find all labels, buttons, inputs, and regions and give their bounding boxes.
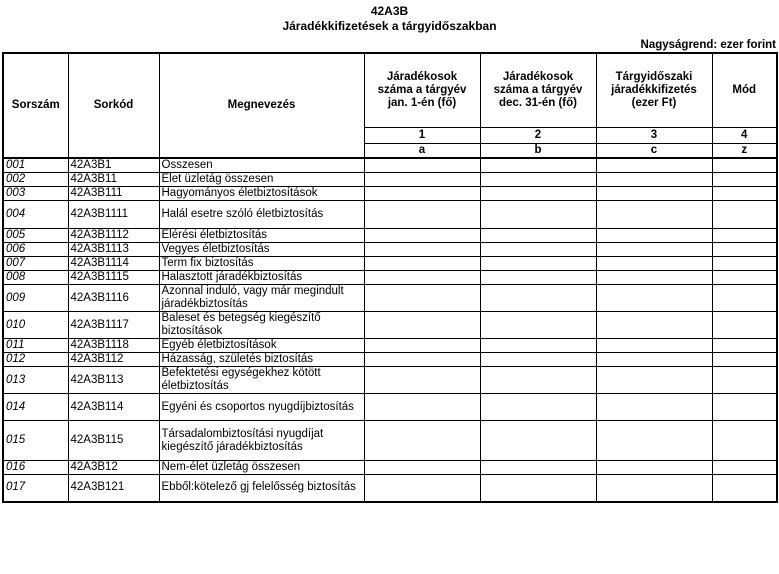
row-name: Ebből:kötelező gj felelősség biztosítás <box>159 475 364 502</box>
table-row <box>3 173 777 187</box>
row-name: Egyéni és csoportos nyugdíjbiztosítás <box>159 394 364 421</box>
cell-col-a[interactable] <box>364 461 480 475</box>
col-number-3: 3 <box>596 127 712 143</box>
row-name: Társadalombiztosítási nyugdíjat kiegészítő járadékbiztosítás <box>159 421 364 461</box>
row-number: 002 <box>3 173 68 187</box>
row-code: 42A3B112 <box>68 353 159 367</box>
cell-col-c[interactable] <box>596 257 712 271</box>
cell-col-z[interactable] <box>712 257 777 271</box>
cell-col-c[interactable] <box>596 421 712 461</box>
table-row <box>3 367 777 394</box>
cell-col-c[interactable] <box>596 339 712 353</box>
cell-col-z[interactable] <box>712 367 777 394</box>
col-number-1: 1 <box>364 127 480 143</box>
row-code: 42A3B1114 <box>68 257 159 271</box>
row-name: Halál esetre szóló életbiztosítás <box>159 201 364 229</box>
row-name: Házasság, születés biztosítás <box>159 353 364 367</box>
table-row <box>3 271 777 285</box>
row-name: Befektetési egységekhez kötött életbiztosítás <box>159 367 364 394</box>
cell-col-b[interactable] <box>480 394 596 421</box>
cell-col-z[interactable] <box>712 187 777 201</box>
table-body <box>3 53 777 502</box>
cell-col-a[interactable] <box>364 312 480 339</box>
row-number: 014 <box>3 394 68 421</box>
cell-col-a[interactable] <box>364 285 480 312</box>
row-number: 009 <box>3 285 68 312</box>
row-number: 003 <box>3 187 68 201</box>
col-letter-z: z <box>712 143 777 158</box>
cell-col-a[interactable] <box>364 353 480 367</box>
table-row <box>3 201 777 229</box>
cell-col-c[interactable] <box>596 158 712 173</box>
table-row <box>3 243 777 257</box>
row-number: 004 <box>3 201 68 229</box>
cell-col-c[interactable] <box>596 367 712 394</box>
header-row <box>3 53 777 127</box>
cell-col-c[interactable] <box>596 475 712 502</box>
table-row <box>3 285 777 312</box>
cell-col-a[interactable] <box>364 475 480 502</box>
row-code: 42A3B1111 <box>68 201 159 229</box>
cell-col-a[interactable] <box>364 339 480 353</box>
row-name: Halasztott járadékbiztosítás <box>159 271 364 285</box>
cell-col-a[interactable] <box>364 158 480 173</box>
cell-col-b[interactable] <box>480 271 596 285</box>
row-name: Egyéb életbiztosítások <box>159 339 364 353</box>
row-code: 42A3B1112 <box>68 229 159 243</box>
cell-col-z[interactable] <box>712 339 777 353</box>
cell-col-c[interactable] <box>596 173 712 187</box>
cell-col-b[interactable] <box>480 257 596 271</box>
row-name: Vegyes életbiztosítás <box>159 243 364 257</box>
row-code: 42A3B1115 <box>68 271 159 285</box>
row-code: 42A3B121 <box>68 475 159 502</box>
table-row <box>3 394 777 421</box>
row-number: 011 <box>3 339 68 353</box>
cell-col-z[interactable] <box>712 201 777 229</box>
row-number: 012 <box>3 353 68 367</box>
col-number-2: 2 <box>480 127 596 143</box>
row-name: Összesen <box>159 158 364 173</box>
row-code: 42A3B1 <box>68 158 159 173</box>
cell-col-z[interactable] <box>712 173 777 187</box>
table-row <box>3 229 777 243</box>
col-letter-b: b <box>480 143 596 158</box>
table-row <box>3 187 777 201</box>
row-code: 42A3B1118 <box>68 339 159 353</box>
cell-col-b[interactable] <box>480 421 596 461</box>
cell-col-c[interactable] <box>596 394 712 421</box>
form-code: 42A3B <box>370 4 409 18</box>
header-sorkod: Sorkód <box>68 53 159 158</box>
table-row <box>3 461 777 475</box>
row-code: 42A3B12 <box>68 461 159 475</box>
table-row <box>3 158 777 173</box>
row-code: 42A3B115 <box>68 421 159 461</box>
row-code: 42A3B11 <box>68 173 159 187</box>
row-code: 42A3B113 <box>68 367 159 394</box>
row-code: 42A3B114 <box>68 394 159 421</box>
cell-col-c[interactable] <box>596 285 712 312</box>
cell-col-z[interactable] <box>712 312 777 339</box>
table-row <box>3 421 777 461</box>
cell-col-a[interactable] <box>364 257 480 271</box>
cell-col-z[interactable] <box>712 394 777 421</box>
cell-col-c[interactable] <box>596 312 712 339</box>
cell-col-z[interactable] <box>712 158 777 173</box>
row-number: 016 <box>3 461 68 475</box>
cell-col-z[interactable] <box>712 421 777 461</box>
table-row <box>3 475 777 502</box>
header-col-b: Járadékosok száma a tárgyév dec. 31-én (fő) <box>480 53 596 127</box>
cell-col-b[interactable] <box>480 339 596 353</box>
cell-col-c[interactable] <box>596 201 712 229</box>
row-code: 42A3B1113 <box>68 243 159 257</box>
col-letter-c: c <box>596 143 712 158</box>
row-code: 42A3B1117 <box>68 312 159 339</box>
cell-col-a[interactable] <box>364 394 480 421</box>
cell-col-c[interactable] <box>596 243 712 257</box>
cell-col-b[interactable] <box>480 461 596 475</box>
row-number: 013 <box>3 367 68 394</box>
row-name: Term fix biztosítás <box>159 257 364 271</box>
cell-col-c[interactable] <box>596 353 712 367</box>
row-name: Azonnal induló, vagy már megindult járadékbiztosítás <box>159 285 364 312</box>
row-code: 42A3B1116 <box>68 285 159 312</box>
cell-col-z[interactable] <box>712 285 777 312</box>
cell-col-c[interactable] <box>596 229 712 243</box>
cell-col-z[interactable] <box>712 243 777 257</box>
cell-col-b[interactable] <box>480 173 596 187</box>
cell-col-z[interactable] <box>712 475 777 502</box>
row-name: Hagyományos életbiztosítások <box>159 187 364 201</box>
cell-col-b[interactable] <box>480 158 596 173</box>
row-number: 015 <box>3 421 68 461</box>
row-number: 017 <box>3 475 68 502</box>
row-name: Baleset és betegség kiegészítő biztosítások <box>159 312 364 339</box>
table-row <box>3 339 777 353</box>
table-row <box>3 257 777 271</box>
row-name: Nem-élet üzletág összesen <box>159 461 364 475</box>
cell-col-b[interactable] <box>480 201 596 229</box>
cell-col-a[interactable] <box>364 367 480 394</box>
cell-col-z[interactable] <box>712 461 777 475</box>
table-row <box>3 353 777 367</box>
cell-col-b[interactable] <box>480 285 596 312</box>
cell-col-b[interactable] <box>480 475 596 502</box>
header-sorszam: Sorszám <box>3 53 68 158</box>
row-number: 001 <box>3 158 68 173</box>
cell-col-a[interactable] <box>364 229 480 243</box>
cell-col-b[interactable] <box>480 367 596 394</box>
cell-col-b[interactable] <box>480 187 596 201</box>
table-row <box>3 312 777 339</box>
header-col-c: Tárgyidőszaki járadékkifizetés (ezer Ft) <box>596 53 712 127</box>
cell-col-a[interactable] <box>364 201 480 229</box>
cell-col-b[interactable] <box>480 243 596 257</box>
row-number: 010 <box>3 312 68 339</box>
cell-col-a[interactable] <box>364 271 480 285</box>
row-number: 005 <box>3 229 68 243</box>
cell-col-z[interactable] <box>712 229 777 243</box>
cell-col-a[interactable] <box>364 421 480 461</box>
header-col-a: Járadékosok száma a tárgyév jan. 1-én (fő) <box>364 53 480 127</box>
data-table <box>2 52 778 503</box>
row-name: Élet üzletág összesen <box>159 173 364 187</box>
cell-col-a[interactable] <box>364 173 480 187</box>
row-number: 007 <box>3 257 68 271</box>
cell-col-c[interactable] <box>596 187 712 201</box>
cell-col-b[interactable] <box>480 229 596 243</box>
row-name: Elérési életbiztosítás <box>159 229 364 243</box>
cell-col-b[interactable] <box>480 353 596 367</box>
cell-col-z[interactable] <box>712 353 777 367</box>
cell-col-z[interactable] <box>712 271 777 285</box>
cell-col-a[interactable] <box>364 243 480 257</box>
cell-col-c[interactable] <box>596 461 712 475</box>
form-title: Járadékkifizetések a tárgyidőszakban <box>282 19 497 33</box>
row-number: 006 <box>3 243 68 257</box>
cell-col-b[interactable] <box>480 312 596 339</box>
row-number: 008 <box>3 271 68 285</box>
cell-col-a[interactable] <box>364 187 480 201</box>
col-number-4: 4 <box>712 127 777 143</box>
cell-col-c[interactable] <box>596 271 712 285</box>
header-megnevezes: Megnevezés <box>159 53 364 158</box>
header-col-z: Mód <box>712 53 777 127</box>
unit-label: Nagyságrend: ezer forint <box>640 39 776 51</box>
col-letter-a: a <box>364 143 480 158</box>
row-code: 42A3B111 <box>68 187 159 201</box>
